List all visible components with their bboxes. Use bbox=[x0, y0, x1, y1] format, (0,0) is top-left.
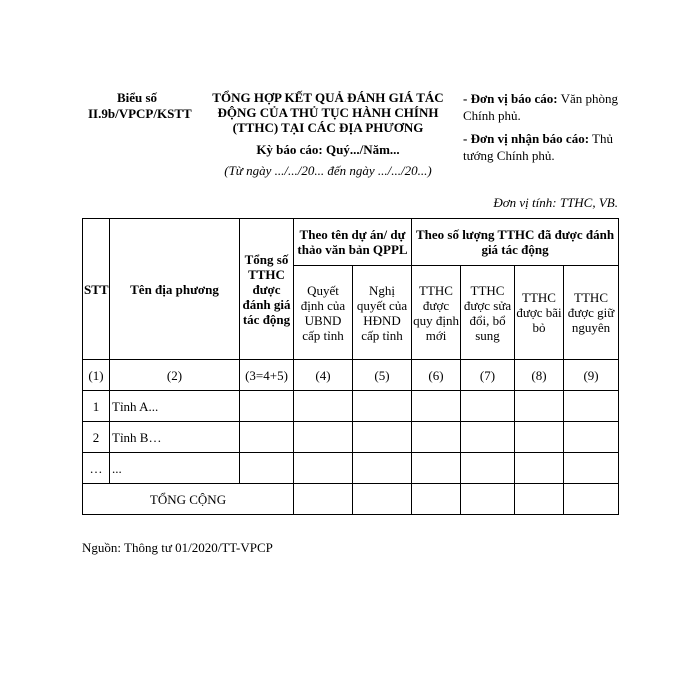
column-number-row bbox=[83, 360, 619, 391]
col-num: (4) bbox=[294, 360, 353, 391]
title-block bbox=[200, 90, 456, 179]
row-locality: Tỉnh A... bbox=[110, 391, 240, 422]
cell bbox=[515, 453, 564, 484]
col-num: (1) bbox=[83, 360, 110, 391]
header-new: TTHC được quy định mới bbox=[412, 266, 461, 360]
col-num: (9) bbox=[564, 360, 619, 391]
source-note: Nguồn: Thông tư 01/2020/TT-VPCP bbox=[82, 540, 273, 555]
cell bbox=[515, 484, 564, 515]
col-num: (3=4+5) bbox=[240, 360, 294, 391]
cell bbox=[353, 422, 412, 453]
table-row bbox=[83, 453, 619, 484]
cell bbox=[294, 391, 353, 422]
cell bbox=[294, 484, 353, 515]
cell bbox=[353, 453, 412, 484]
cell bbox=[461, 422, 515, 453]
header-row-1 bbox=[83, 219, 619, 266]
report-period: Kỳ báo cáo: Quý.../Năm... bbox=[256, 142, 400, 157]
header-kept: TTHC được giữ nguyên bbox=[564, 266, 619, 360]
cell bbox=[564, 391, 619, 422]
reporting-unit bbox=[463, 90, 623, 124]
table-row bbox=[83, 422, 619, 453]
total-label: TỔNG CỘNG bbox=[83, 484, 294, 515]
units-block bbox=[463, 90, 623, 164]
cell bbox=[564, 422, 619, 453]
reporting-unit-label: - Đơn vị báo cáo: bbox=[463, 91, 558, 106]
unit-of-measure: Đơn vị tính: TTHC, VB. bbox=[493, 195, 618, 210]
receiving-unit bbox=[463, 130, 623, 164]
header-total: Tổng số TTHC được đánh giá tác động bbox=[240, 219, 294, 360]
row-locality: Tỉnh B… bbox=[110, 422, 240, 453]
cell bbox=[240, 391, 294, 422]
cell bbox=[294, 422, 353, 453]
cell bbox=[461, 453, 515, 484]
cell bbox=[461, 391, 515, 422]
header-amended: TTHC được sửa đổi, bổ sung bbox=[461, 266, 515, 360]
form-code: Biểu số II.9b/VPCP/KSTT bbox=[88, 90, 192, 121]
cell bbox=[294, 453, 353, 484]
cell bbox=[564, 453, 619, 484]
header-group-count: Theo số lượng TTHC đã được đánh giá tác động bbox=[412, 219, 619, 266]
header-abolished: TTHC được bãi bỏ bbox=[515, 266, 564, 360]
row-stt: … bbox=[83, 453, 110, 484]
cell bbox=[240, 453, 294, 484]
cell bbox=[461, 484, 515, 515]
header-decision: Quyết định của UBND cấp tỉnh bbox=[294, 266, 353, 360]
cell bbox=[412, 453, 461, 484]
col-num: (6) bbox=[412, 360, 461, 391]
report-title: TỔNG HỢP KẾT QUẢ ĐÁNH GIÁ TÁC ĐỘNG CỦA THỦ TỤC HÀNH CHÍNH (TTHC) TẠI CÁC ĐỊA PHƯƠNG bbox=[212, 90, 444, 135]
receiving-unit-label: - Đơn vị nhận báo cáo: bbox=[463, 131, 590, 146]
cell bbox=[353, 391, 412, 422]
col-num: (8) bbox=[515, 360, 564, 391]
col-num: (5) bbox=[353, 360, 412, 391]
receiving-unit-value: Thủ tướng Chính phủ. bbox=[463, 131, 613, 163]
row-locality: ... bbox=[110, 453, 240, 484]
cell bbox=[564, 484, 619, 515]
col-num: (2) bbox=[110, 360, 240, 391]
col-num: (7) bbox=[461, 360, 515, 391]
header-locality: Tên địa phương bbox=[110, 219, 240, 360]
reporting-unit-value: Văn phòng Chính phủ. bbox=[463, 91, 619, 123]
cell bbox=[412, 391, 461, 422]
header-resolution: Nghị quyết của HĐND cấp tỉnh bbox=[353, 266, 412, 360]
header-group-project: Theo tên dự án/ dự thảo văn bản QPPL bbox=[294, 219, 412, 266]
cell bbox=[412, 422, 461, 453]
total-row bbox=[83, 484, 619, 515]
report-table bbox=[82, 218, 619, 515]
cell bbox=[412, 484, 461, 515]
cell bbox=[515, 422, 564, 453]
row-stt: 2 bbox=[83, 422, 110, 453]
header-stt: STT bbox=[83, 219, 110, 360]
table-row bbox=[83, 391, 619, 422]
cell bbox=[240, 422, 294, 453]
cell bbox=[515, 391, 564, 422]
report-date-range: (Từ ngày .../.../20... đến ngày .../.../20...) bbox=[224, 163, 432, 178]
row-stt: 1 bbox=[83, 391, 110, 422]
cell bbox=[353, 484, 412, 515]
